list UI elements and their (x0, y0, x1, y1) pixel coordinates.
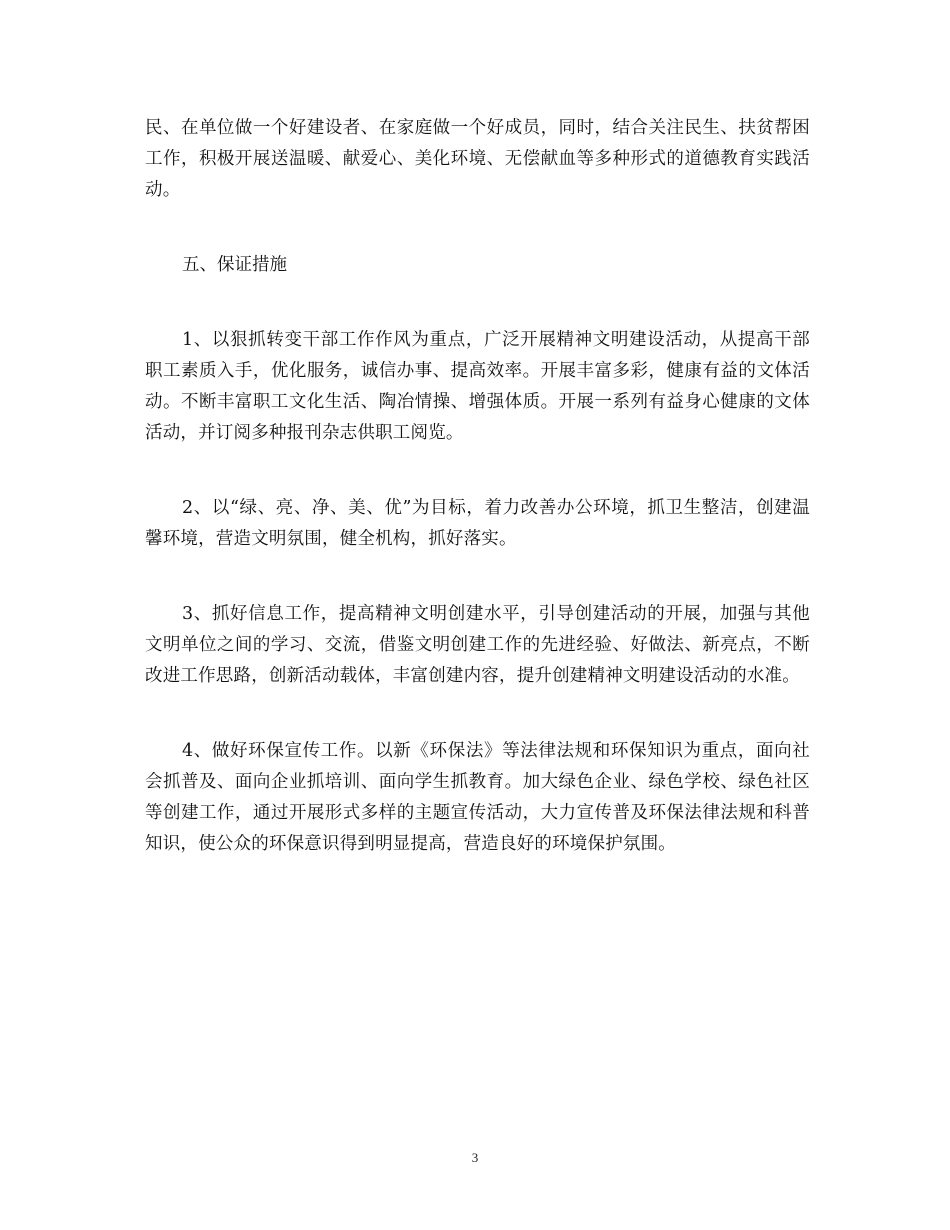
paragraph-2: 2、以“绿、亮、净、美、优”为目标，着力改善办公环境，抓卫生整洁，创建温馨环境，营造文明氛围，健全机构，抓好落实。 (145, 498, 810, 549)
paragraph-3: 3、抓好信息工作，提高精神文明创建水平，引导创建活动的开展，加强与其他文明单位之间的学习、交流，借鉴文明创建工作的先进经验、好做法、新亮点，不断改进工作思路，创新活动载体，丰富创建内容，提升创建精神文明建设活动的水准。 (145, 604, 810, 686)
paragraph-gap (145, 206, 810, 250)
continuation-paragraph: 民、在单位做一个好建设者、在家庭做一个好成员，同时，结合关注民生、扶贫帮困工作，积极开展送温暖、献爱心、美化环境、无偿献血等多种形式的道德教育实践活动。 (145, 118, 810, 200)
paragraph-gap (145, 692, 810, 736)
paragraph-1: 1、以狠抓转变干部工作作风为重点，广泛开展精神文明建设活动，从提高干部职工素质入手，优化服务，诚信办事、提高效率。开展丰富多彩，健康有益的文体活动。不断丰富职工文化生活、陶冶情操、增强体质。开展一系列有益身心健康的文体活动，并订阅多种报刊杂志供职工阅览。 (145, 330, 810, 443)
document-body (145, 113, 810, 860)
paragraph-gap (145, 449, 810, 493)
section-heading: 五、保证措施 (182, 255, 287, 275)
paragraph-4: 4、做好环保宣传工作。以新《环保法》等法律法规和环保知识为重点，面向社会抓普及、面向企业抓培训、面向学生抓教育。加大绿色企业、绿色学校、绿色社区等创建工作，通过开展形式多样的主题宣传活动，大力宣传普及环保法律法规和科普知识，使公众的环保意识得到明显提高，营造良好的环境保护氛围。 (145, 741, 810, 854)
paragraph-gap (145, 281, 810, 325)
page-number: 3 (471, 1150, 479, 1165)
paragraph-gap (145, 555, 810, 599)
